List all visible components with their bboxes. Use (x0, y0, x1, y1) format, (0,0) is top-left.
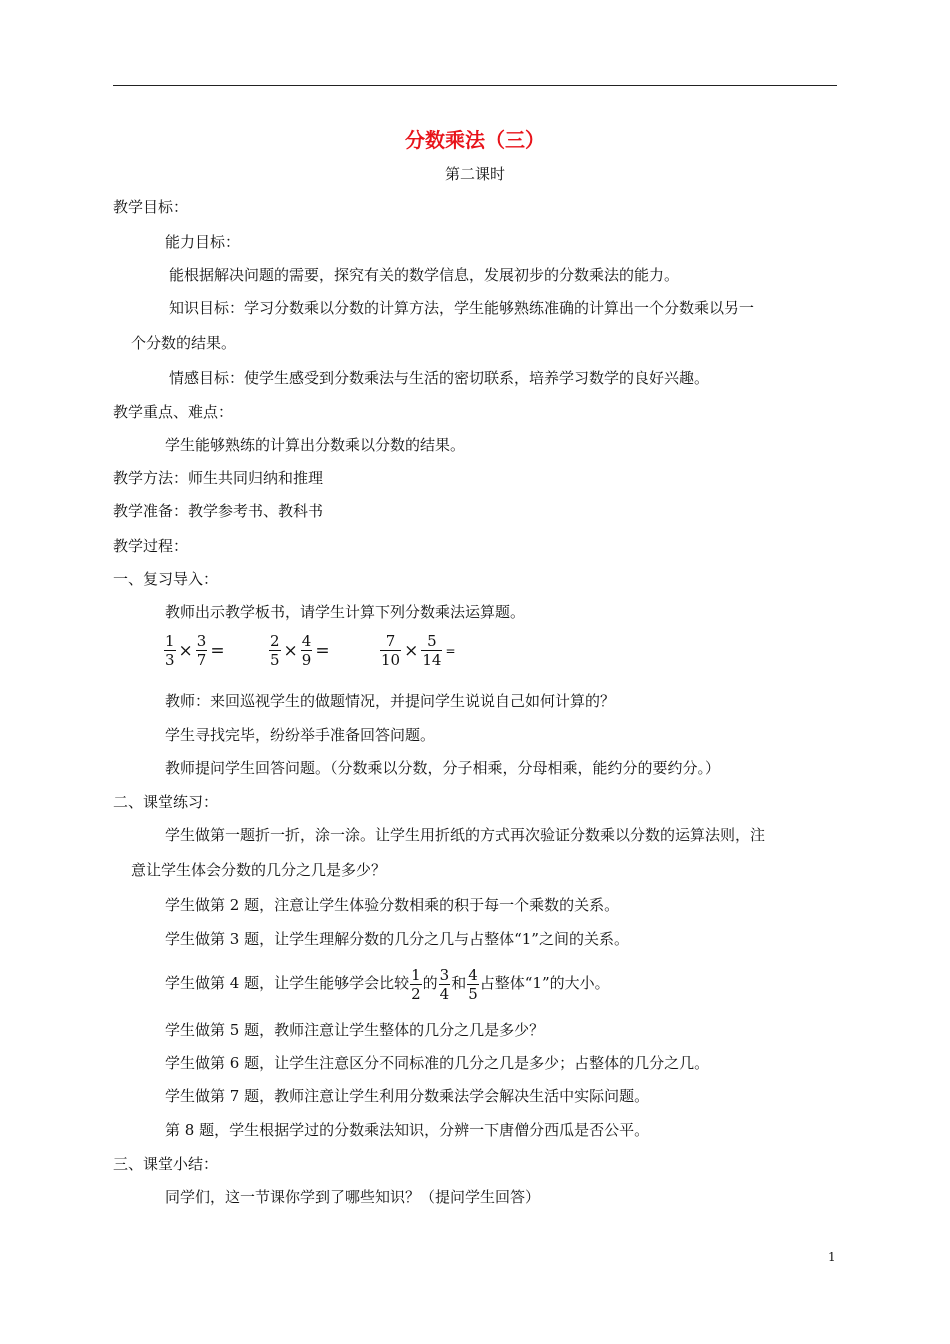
practice-q3-text: 学生做第 3 题，让学生理解分数的几分之几与占整体“1”之间的关系。 (165, 930, 629, 948)
knowledge-goal-text-cont: 个分数的结果。 (131, 334, 237, 352)
teacher-question-text: 教师提问学生回答问题。（分数乘以分数，分子相乘，分母相乘，能约分的要约分。） (165, 759, 721, 777)
practice-q1-text: 学生做第一题折一折，涂一涂。让学生用折纸的方式再次验证分数乘以分数的运算法则，注 (165, 826, 766, 844)
emotion-goal-text: 情感目标：使学生感受到分数乘法与生活的密切联系，培养学习数学的良好兴趣。 (169, 369, 710, 387)
practice-q4-text: 学生做第 4 题，让学生能够学会比较 $\frac{1}{2}$ 的 $\frac{3}{4}$ 和 $\frac{4}{5}$ 占整体“1”的大小。 (165, 965, 610, 1003)
document-subtitle: 第二课时 (444, 165, 505, 183)
header-rule (113, 85, 837, 86)
fraction: $\frac{7}{10}$ (381, 632, 401, 669)
fraction: $\frac{3}{7}$ (196, 632, 207, 669)
teaching-preparation: 教学准备：教学参考书、教科书 (113, 502, 324, 520)
heading-teaching-goals: 教学目标： (113, 198, 189, 216)
page-number: 1 (828, 1250, 836, 1264)
summary-text: 同学们，这一节课你学到了哪些知识？（提问学生回答） (165, 1188, 541, 1206)
fraction: $\frac{2}{5}$ (270, 632, 280, 669)
fraction: $\frac{5}{14}$ (422, 632, 442, 669)
expression-3: $\frac{7}{10}$ × $\frac{5}{14}$ = (381, 632, 456, 669)
practice-q7-text: 学生做第 7 题，教师注意让学生利用分数乘法学会解决生活中实际问题。 (165, 1087, 650, 1105)
section-review: 一、复习导入： (113, 570, 219, 588)
fraction: $\frac{1}{2}$ (411, 965, 421, 1003)
key-points-text: 学生能够熟练的计算出分数乘以分数的结果。 (165, 436, 466, 454)
practice-q5-text: 学生做第 5 题，教师注意让学生整体的几分之几是多少？ (165, 1021, 545, 1039)
practice-q2-text: 学生做第 2 题，注意让学生体验分数相乘的积于每一个乘数的关系。 (165, 896, 620, 914)
practice-q1-text-cont: 意让学生体会分数的几分之几是多少？ (131, 861, 387, 879)
fraction: $\frac{4}{5}$ (468, 965, 478, 1003)
ability-goal-text: 能根据解决问题的需要，探究有关的数学信息，发展初步的分数乘法的能力。 (169, 266, 680, 284)
students-ready-text: 学生寻找完毕，纷纷举手准备回答问题。 (165, 726, 436, 744)
review-intro-text: 教师出示教学板书，请学生计算下列分数乘法运算题。 (165, 603, 526, 621)
teaching-method: 教学方法：师生共同归纳和推理 (113, 469, 324, 487)
fraction: $\frac{3}{4}$ (439, 965, 450, 1003)
ability-goal-label: 能力目标： (165, 233, 241, 251)
fraction: $\frac{4}{9}$ (301, 632, 312, 669)
teacher-patrol-text: 教师：来回巡视学生的做题情况，并提问学生说说自己如何计算的？ (165, 692, 616, 710)
fraction: $\frac{1}{3}$ (165, 632, 175, 669)
heading-key-points: 教学重点、难点： (113, 403, 234, 421)
expression-1: $\frac{1}{3}$ × $\frac{3}{7}$ = (165, 632, 225, 669)
section-summary: 三、课堂小结： (113, 1155, 219, 1173)
knowledge-goal-text: 知识目标：学习分数乘以分数的计算方法，学生能够熟练准确的计算出一个分数乘以另一 (169, 299, 755, 317)
heading-teaching-process: 教学过程： (113, 537, 189, 555)
document-title: 分数乘法（三） (405, 128, 545, 152)
expression-2: $\frac{2}{5}$ × $\frac{4}{9}$ = (270, 632, 330, 669)
practice-q8-text: 第 8 题，学生根据学过的分数乘法知识，分辨一下唐僧分西瓜是否公平。 (165, 1121, 650, 1139)
practice-q6-text: 学生做第 6 题，让学生注意区分不同标准的几分之几是多少；占整体的几分之几。 (165, 1054, 710, 1072)
section-practice: 二、课堂练习： (113, 793, 219, 811)
